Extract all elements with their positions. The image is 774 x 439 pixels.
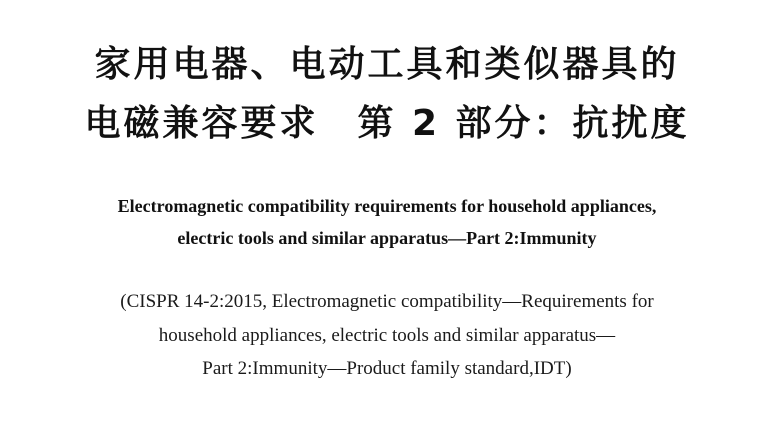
source-standard-line-2: household appliances, electric tools and similar apparatus—	[158, 325, 616, 346]
english-title-line-2: electric tools and similar apparatus—Part 2:Immunity	[177, 228, 597, 248]
chinese-title-line-2: 电磁兼容要求 第 2 部分：抗扰度	[84, 103, 690, 144]
source-standard-line-1: (CISPR 14-2:2015, Electromagnetic compatibility—Requirements for	[120, 291, 654, 312]
source-standard-line-3: Part 2:Immunity—Product family standard,IDT)	[202, 358, 572, 379]
chinese-title-line-1: 家用电器、电动工具和类似器具的	[94, 44, 680, 85]
english-title-line-1: Electromagnetic compatibility requirements for household appliances,	[117, 196, 657, 216]
